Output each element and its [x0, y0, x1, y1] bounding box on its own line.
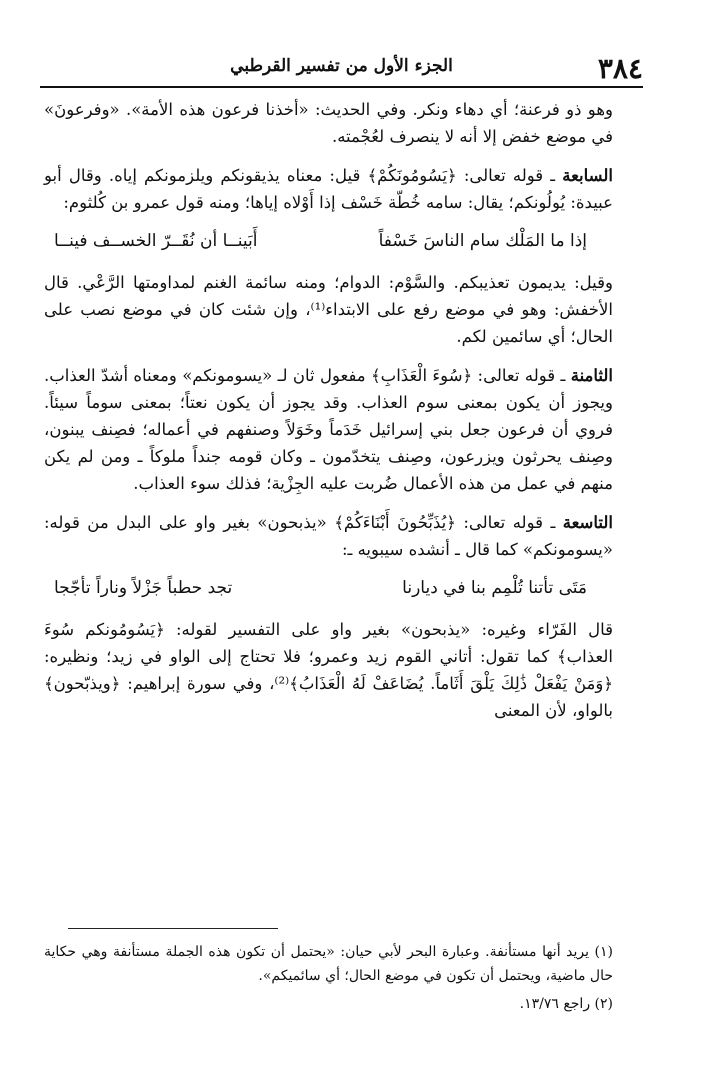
section-heading-thamina: الثامنة — [570, 366, 613, 385]
running-title: الجزء الأول من تفسير القرطبي — [230, 56, 453, 76]
paragraph-text: وهو ذو فرعنة؛ أي دهاء ونكر. وفي الحديث: «أخذنا فرعون هذه الأمة». «وفرعونَ» في موضع خفض إلا أنه لا ينصرف لعُجْمته. — [44, 100, 613, 146]
footnote-2: (٢) راجع ١٣/٧٦. — [519, 996, 613, 1012]
footnotes — [44, 940, 613, 1020]
paragraph-text: ـ قوله تعالى: ﴿يُذَبِّحُونَ أَبْنَاءَكُمْ﴾ «يذبحون» بغير واو على البدل من قوله: «يسومونكم» كما قال ـ أنشده سيبويه ـ: — [44, 513, 613, 559]
poetry-verse-2 — [44, 575, 613, 602]
paragraph-text: قال الفَرّاء وغيره: «يذبحون» بغير واو على التفسير لقوله: ﴿يَسُومُونكم سُوءَ العذاب﴾ كما تقول: أتاني القوم زيد وعمرو؛ فلا تحتاج إلى الواو في زيد؛ ونظيره: ﴿وَمَنْ يَفْعَلْ ذَٰلِكَ يَلْقَ أَثَاماً. يُضَاعَفْ لَهُ الْعَذَابُ﴾⁽²⁾، وفي سورة إبراهيم: ﴿ويذبّحون﴾ بالواو، لأن المعنى — [44, 620, 613, 720]
paragraph-thamina — [44, 362, 613, 497]
page-header — [40, 52, 643, 88]
section-heading-sabia: السابعة — [562, 166, 613, 185]
paragraph-sabia — [44, 162, 613, 216]
paragraph-1 — [44, 96, 613, 150]
footnote-1: (١) يريد أنها مستأنفة. وعبارة البحر لأبي حيان: «يحتمل أن تكون هذه الجملة مستأنفة وهي حكاية حال ماضية، ويحتمل أن تكون في موضع الحال؛ أي سائميكم». — [44, 944, 613, 984]
verse-second-hemistich: أَبَينــا أن نُقَــرّ الخســف فينــا — [54, 231, 258, 251]
paragraph-tasia — [44, 509, 613, 563]
main-text — [44, 96, 613, 736]
footnote-separator — [68, 928, 278, 929]
paragraph-text: ـ قوله تعالى: ﴿سُوءَ الْعَذَابِ﴾ مفعول ثان لـ «يسومونكم» ومعناه أشدّ العذاب. ويجوز أن يكون بمعنى سوم العذاب. وقد يجوز أن يكون نعتاً؛ بمعنى سوماً سيئاً. فروي أن فرعون جعل بني إسرائيل خَدَماً وخَوَلاً وصنفهم في أعماله؛ فصِنف يبنون، وصِنف يحرثون ويزرعون، وصِنف يتخدّمون ـ وكان قومه جنداً ملوكاً ـ ومن لم يكن منهم في عمل من هذه الأعمال ضُربت عليه الجِزْية؛ فذلك سوء العذاب. — [44, 366, 613, 493]
verse-first-hemistich: مَتَى تأتنا تُلْمِم بنا في ديارنا — [402, 578, 587, 598]
poetry-verse-1 — [44, 228, 613, 255]
paragraph-farra — [44, 616, 613, 724]
paragraph-text: ـ قوله تعالى: ﴿يَسُومُونَكُمْ﴾ قيل: معناه يذيقونكم ويلزمونكم إياه. وقال أبو عبيدة: يُولُونكم؛ يقال: سامه خُطّة خَسْف إذا أَوْلاه إياها؛ ومنه قول عمرو بن كُلثوم: — [44, 166, 613, 212]
section-heading-tasia: التاسعة — [562, 513, 613, 532]
verse-first-hemistich: إذا ما المَلْك سام الناسَ خَسْفاً — [378, 231, 587, 251]
paragraph-qila — [44, 269, 613, 350]
page-number: ٣٨٤ — [597, 52, 643, 85]
paragraph-text: وقيل: يديمون تعذيبكم. والسَّوْم: الدوام؛ ومنه سائمة الغنم لمداومتها الرَّعْي. قال الأخفش: وهو في موضع رفع على الابتداء⁽¹⁾، وإن شئت كان في موضع نصب على الحال؛ أي سائمين لكم. — [44, 273, 613, 346]
verse-second-hemistich: تجد حطباً جَزْلاً وناراً تأجّجا — [54, 578, 233, 598]
